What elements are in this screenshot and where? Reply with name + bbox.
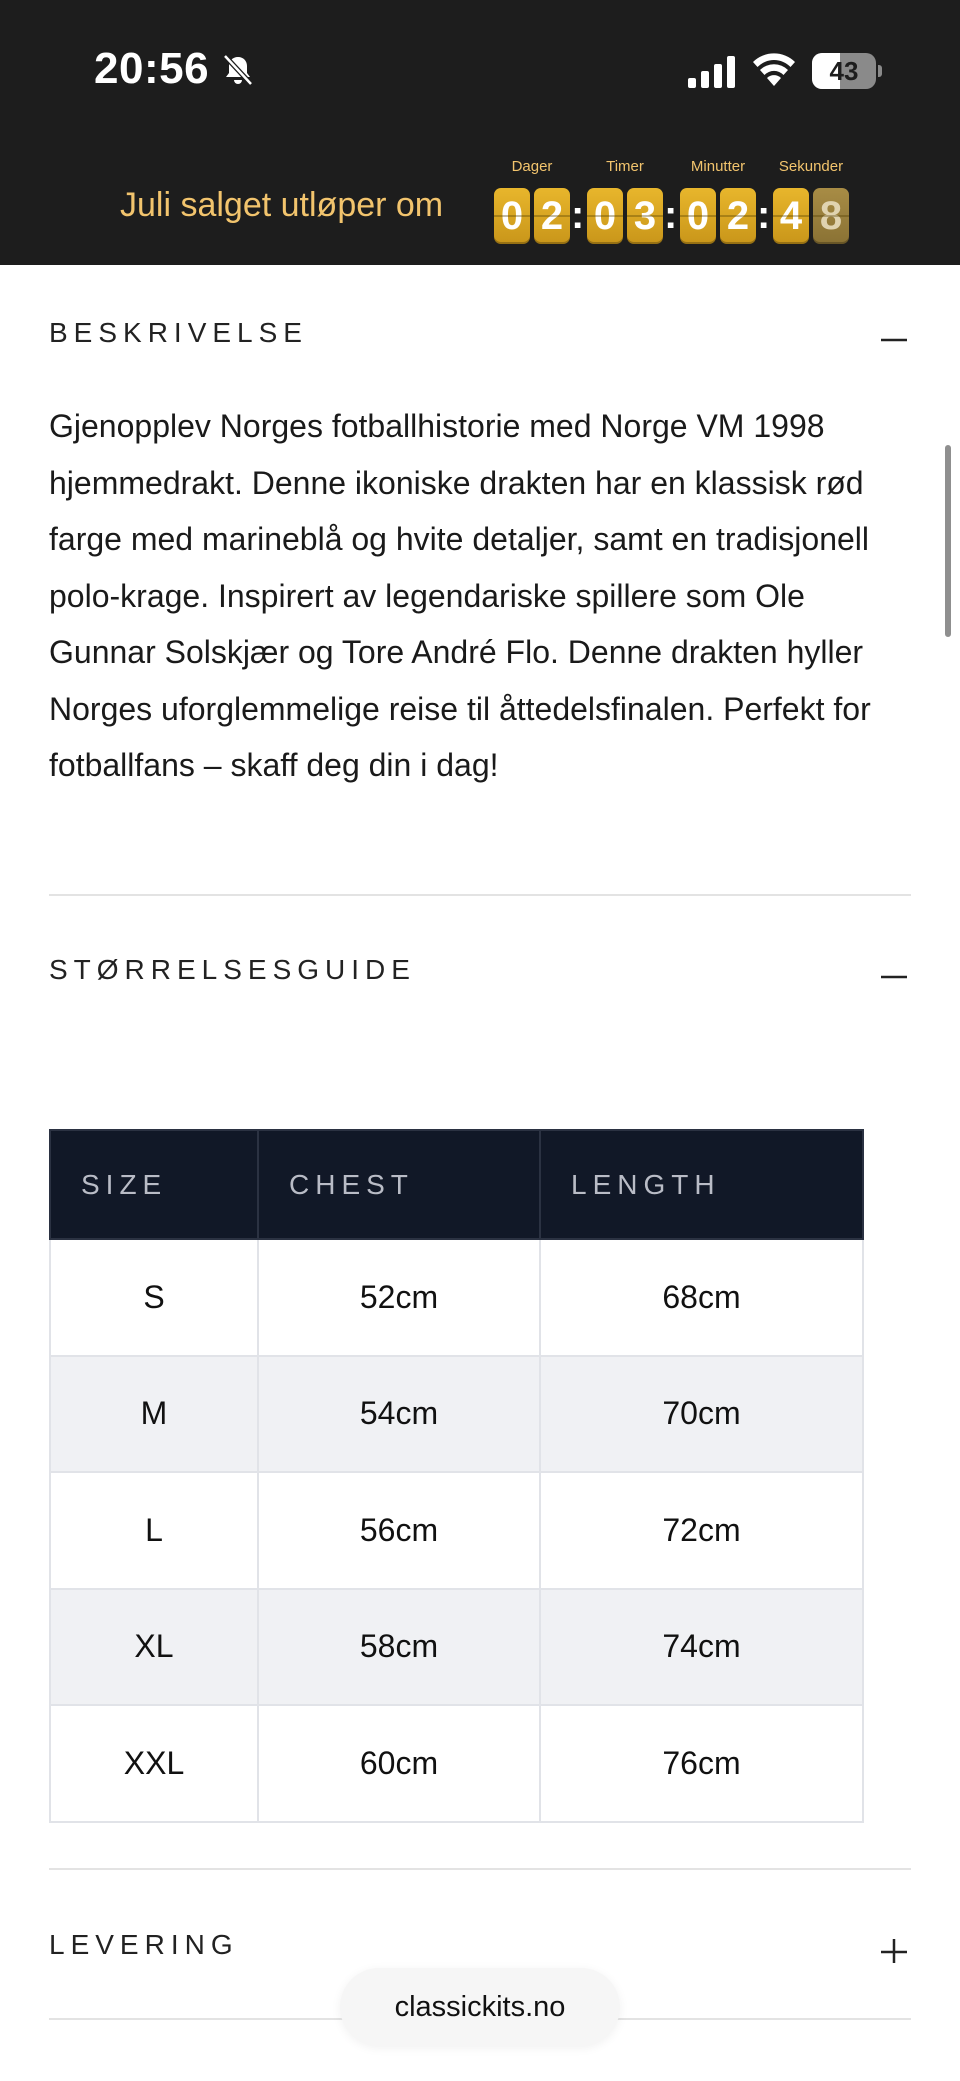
battery-percent: 43	[829, 56, 859, 86]
countdown-separator: :	[757, 193, 771, 237]
accordion-title: LEVERING	[49, 1929, 239, 1960]
size-cell: L	[50, 1472, 258, 1589]
section-divider	[49, 894, 911, 896]
size-cell: XXL	[50, 1705, 258, 1822]
sale-text: Juli salget utløper om	[120, 186, 444, 224]
scrollbar[interactable]	[945, 445, 951, 637]
length-cell: 74cm	[540, 1589, 863, 1706]
countdown-digit: 8	[813, 188, 849, 244]
chest-cell: 52cm	[258, 1239, 540, 1356]
countdown-digit: 2	[720, 188, 756, 244]
top-header	[0, 0, 960, 265]
battery-icon	[812, 53, 882, 89]
accordion-size-guide-header[interactable]	[49, 940, 911, 1000]
accordion-description-header[interactable]	[49, 303, 911, 363]
length-cell: 68cm	[540, 1239, 863, 1356]
size-cell: XL	[50, 1589, 258, 1706]
countdown-label: Sekunder	[778, 158, 844, 175]
column-header-chest: CHEST	[258, 1130, 540, 1239]
countdown-label: Dager	[511, 158, 553, 175]
table-row	[50, 1239, 863, 1356]
accordion-delivery-header[interactable]	[49, 1915, 911, 1975]
status-bar	[0, 0, 960, 140]
table-row	[50, 1589, 863, 1706]
size-guide-table	[49, 1129, 864, 1823]
sale-countdown-banner	[0, 150, 960, 260]
status-time: 20:56	[94, 44, 210, 93]
countdown-digit: 0	[494, 188, 530, 244]
accordion-title: STØRRELSESGUIDE	[49, 954, 416, 985]
plus-icon[interactable]	[877, 1923, 911, 1963]
countdown-separator: :	[664, 193, 678, 237]
table-header-row	[50, 1130, 863, 1239]
browser-address-pill[interactable]: classickits.no	[340, 1968, 620, 2046]
countdown-digit: 3	[627, 188, 663, 244]
product-description: Gjenopplev Norges fotballhistorie med Norge VM 1998 hjemmedrakt. Denne ikoniske drakten har en klassisk rød farge med marineblå og hvite detaljer, samt en tradisjonell polo-krage. Inspirert av legendariske spillere som Ole Gunnar Solskjær og Tore André Flo. Denne drakten hyller Norges uforglemmelige reise til åttedelsfinalen. Perfekt for fotballfans – skaff deg din i dag!	[49, 408, 871, 783]
countdown-digit: 0	[680, 188, 716, 244]
length-cell: 72cm	[540, 1472, 863, 1589]
countdown-digit: 0	[587, 188, 623, 244]
countdown-separator: :	[571, 193, 585, 237]
minus-icon[interactable]	[877, 948, 911, 988]
cellular-signal-icon	[688, 56, 738, 88]
wifi-icon	[752, 50, 796, 88]
chest-cell: 56cm	[258, 1472, 540, 1589]
countdown-digit: 4	[773, 188, 809, 244]
table-row	[50, 1356, 863, 1473]
chest-cell: 60cm	[258, 1705, 540, 1822]
countdown-label: Timer	[606, 158, 644, 175]
countdown-label: Minutter	[690, 158, 746, 175]
accordion-title: BESKRIVELSE	[49, 317, 308, 348]
bell-slash-icon	[220, 52, 256, 88]
length-cell: 76cm	[540, 1705, 863, 1822]
section-divider	[49, 1868, 911, 1870]
chest-cell: 58cm	[258, 1589, 540, 1706]
size-cell: M	[50, 1356, 258, 1473]
table-row	[50, 1705, 863, 1822]
table-row	[50, 1472, 863, 1589]
column-header-size: SIZE	[50, 1130, 258, 1239]
chest-cell: 54cm	[258, 1356, 540, 1473]
length-cell: 70cm	[540, 1356, 863, 1473]
column-header-length: LENGTH	[540, 1130, 863, 1239]
minus-icon[interactable]	[877, 311, 911, 351]
countdown-digit: 2	[534, 188, 570, 244]
size-cell: S	[50, 1239, 258, 1356]
